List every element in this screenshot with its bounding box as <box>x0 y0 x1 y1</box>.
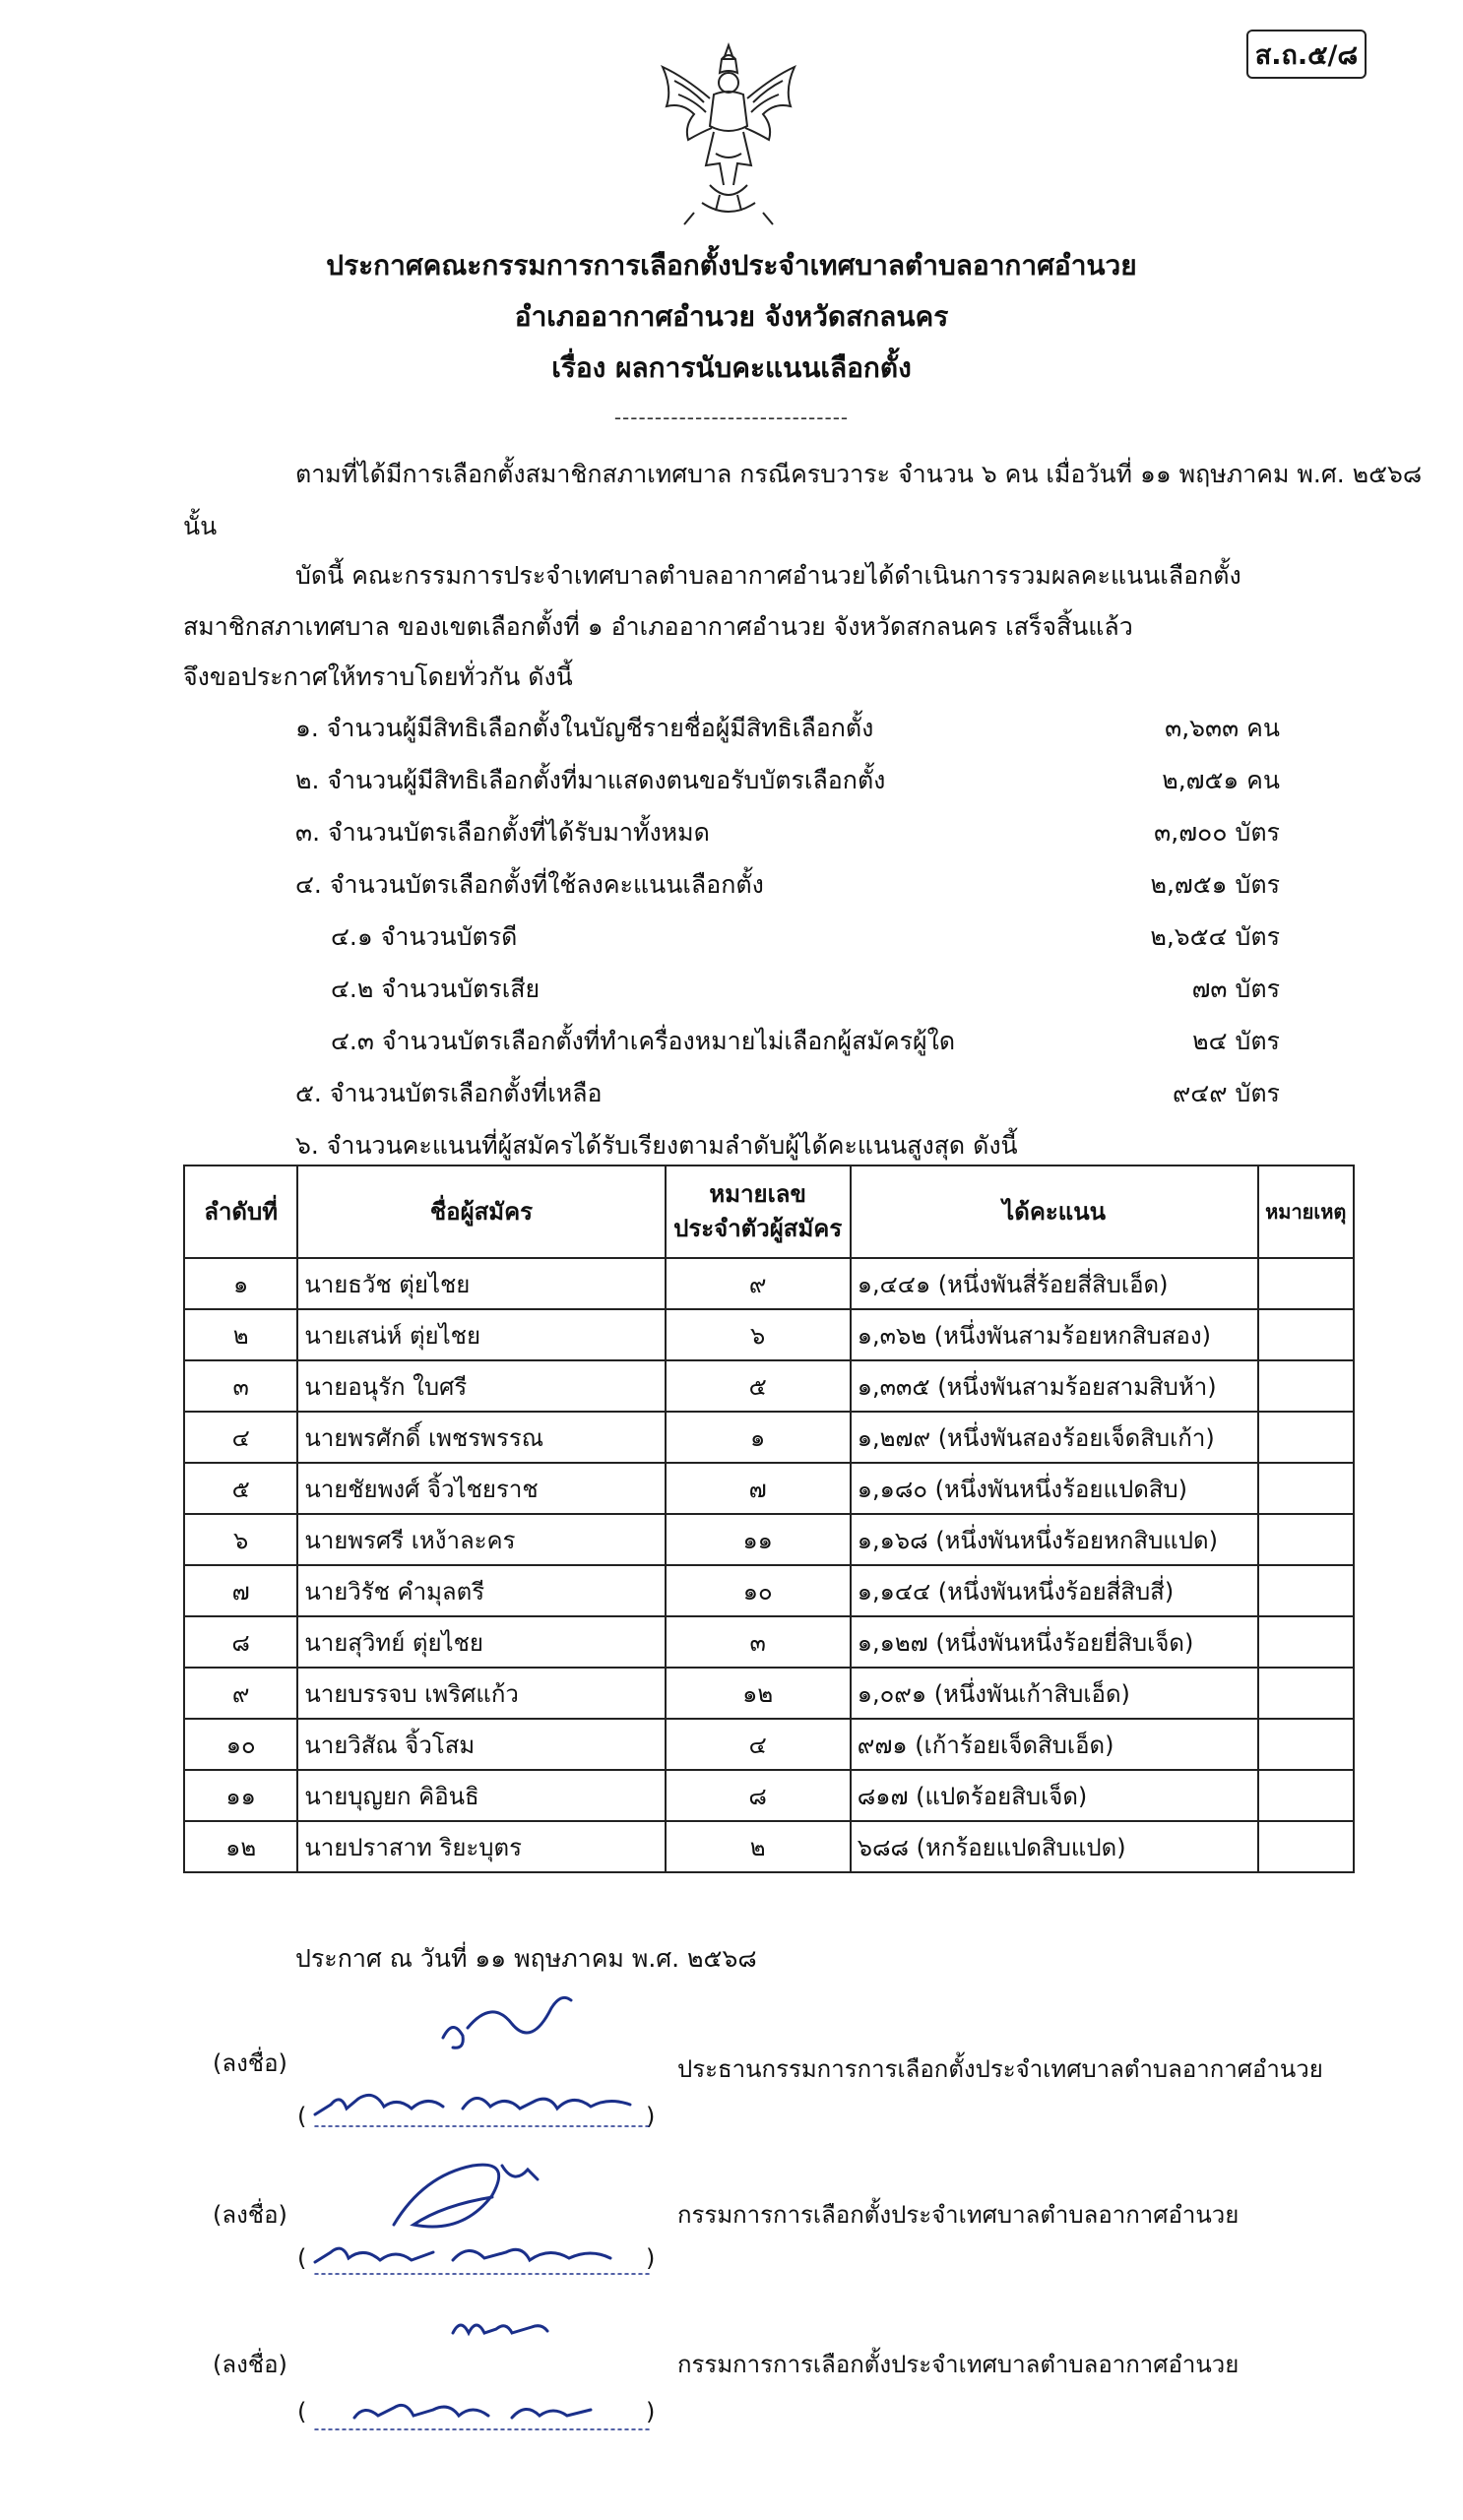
cell-name: นายพรศักดิ์ เพชรพรรณ <box>297 1412 665 1463</box>
body-para1-line2: นั้น <box>183 512 218 540</box>
stat-item-value: ๒,๗๕๑ บัตร <box>1150 870 1280 899</box>
cell-votes: ๑,๓๓๕ (หนึ่งพันสามร้อยสามสิบห้า) <box>851 1360 1258 1412</box>
col-header-number-line1: หมายเลข <box>709 1180 806 1209</box>
cell-votes: ๑,๑๔๔ (หนึ่งพันหนึ่งร้อยสี่สิบสี่) <box>851 1565 1258 1616</box>
stat-item-label: ๑. จำนวนผู้มีสิทธิเลือกตั้งในบัญชีรายชื่อผู้มีสิทธิเลือกตั้ง <box>295 714 874 742</box>
cell-votes: ๑,๔๔๑ (หนึ่งพันสี่ร้อยสี่สิบเอ็ด) <box>851 1258 1258 1309</box>
signature-paren-open: ( <box>297 2398 307 2426</box>
cell-number: ๑๑ <box>666 1514 851 1565</box>
col-header-number-line2: ประจำตัวผู้สมัคร <box>673 1215 843 1242</box>
cell-name: นายบุญยก คิอินธิ <box>297 1770 665 1821</box>
cell-name: นายเสน่ห์ ตุ่ยไชย <box>297 1309 665 1360</box>
stat-item-label: ๓. จำนวนบัตรเลือกตั้งที่ได้รับมาทั้งหมด <box>295 818 710 847</box>
stat-item-label: ๒. จำนวนผู้มีสิทธิเลือกตั้งที่มาแสดงตนขอรับบัตรเลือกตั้ง <box>295 766 886 794</box>
header-title-line1: ประกาศคณะกรรมการการเลือกตั้งประจำเทศบาลตำบลอากาศอำนวย <box>326 249 1137 282</box>
cell-note <box>1258 1463 1355 1514</box>
table-row <box>184 1514 1354 1565</box>
table-row <box>184 1821 1354 1872</box>
cell-note <box>1258 1309 1355 1360</box>
cell-name: นายชัยพงศ์ จิ้วไชยราช <box>297 1463 665 1514</box>
header-subject: เรื่อง ผลการนับคะแนนเลือกตั้ง <box>551 351 912 384</box>
cell-note <box>1258 1821 1355 1872</box>
signature-label: (ลงชื่อ) <box>213 2201 287 2229</box>
cell-note <box>1258 1668 1355 1719</box>
col-header-number <box>666 1166 851 1258</box>
cell-note <box>1258 1719 1355 1770</box>
signature-role: ประธานกรรมการการเลือกตั้งประจำเทศบาลตำบลอากาศอำนวย <box>677 2055 1323 2083</box>
cell-note <box>1258 1360 1355 1412</box>
cell-note <box>1258 1770 1355 1821</box>
cell-rank: ๒ <box>184 1309 297 1360</box>
cell-number: ๓ <box>666 1616 851 1668</box>
body-para2-line2: สมาชิกสภาเทศบาล ของเขตเลือกตั้งที่ ๑ อำเภออากาศอำนวย จังหวัดสกลนคร เสร็จสิ้นแล้ว <box>183 612 1133 641</box>
cell-note <box>1258 1412 1355 1463</box>
table-row <box>184 1360 1354 1412</box>
cell-rank: ๑๑ <box>184 1770 297 1821</box>
cell-number: ๑๒ <box>666 1668 851 1719</box>
cell-rank: ๗ <box>184 1565 297 1616</box>
stat-subitem-label: ๔.๑ จำนวนบัตรดี <box>331 922 518 951</box>
signature-label: (ลงชื่อ) <box>213 2351 287 2378</box>
cell-number: ๖ <box>666 1309 851 1360</box>
cell-rank: ๙ <box>184 1668 297 1719</box>
cell-name: นายพรศรี เหง้าละคร <box>297 1514 665 1565</box>
form-code-badge: ส.ถ.๕/๘ <box>1246 30 1367 79</box>
signature-label: (ลงชื่อ) <box>213 2049 287 2077</box>
header-divider: ----------------------------- <box>613 406 850 429</box>
cell-name: นายบรรจบ เพริศแก้ว <box>297 1668 665 1719</box>
signature-paren-close: ) <box>646 2398 656 2426</box>
stat-subitem-label: ๔.๓ จำนวนบัตรเลือกตั้งที่ทำเครื่องหมายไม่เลือกผู้สมัครผู้ใด <box>331 1027 956 1055</box>
table-row <box>184 1770 1354 1821</box>
cell-votes: ๘๑๗ (แปดร้อยสิบเจ็ด) <box>851 1770 1258 1821</box>
cell-rank: ๓ <box>184 1360 297 1412</box>
table-row <box>184 1309 1354 1360</box>
cell-number: ๕ <box>666 1360 851 1412</box>
signature-paren-open: ( <box>297 2244 307 2272</box>
stat-item-value: ๓,๖๓๓ คน <box>1165 714 1280 742</box>
cell-note <box>1258 1616 1355 1668</box>
cell-name: นายปราสาท ริยะบุตร <box>297 1821 665 1872</box>
cell-rank: ๖ <box>184 1514 297 1565</box>
table-row <box>184 1258 1354 1309</box>
cell-rank: ๑๐ <box>184 1719 297 1770</box>
cell-note <box>1258 1565 1355 1616</box>
table-row <box>184 1463 1354 1514</box>
cell-rank: ๕ <box>184 1463 297 1514</box>
cell-votes: ๑,๐๙๑ (หนึ่งพันเก้าสิบเอ็ด) <box>851 1668 1258 1719</box>
stat-item-label: ๖. จำนวนคะแนนที่ผู้สมัครได้รับเรียงตามลำดับผู้ได้คะแนนสูงสุด ดังนี้ <box>295 1131 1018 1160</box>
garuda-emblem <box>655 37 802 234</box>
col-header-note: หมายเหตุ <box>1258 1166 1355 1258</box>
signature-paren-open: ( <box>297 2103 307 2130</box>
signature-paren-close: ) <box>646 2244 656 2272</box>
cell-rank: ๘ <box>184 1616 297 1668</box>
cell-rank: ๑ <box>184 1258 297 1309</box>
signature-paren-close: ) <box>646 2103 656 2130</box>
cell-votes: ๑,๒๗๙ (หนึ่งพันสองร้อยเจ็ดสิบเก้า) <box>851 1412 1258 1463</box>
stat-item-value: ๓,๗๐๐ บัตร <box>1154 818 1280 847</box>
col-header-name: ชื่อผู้สมัคร <box>297 1166 665 1258</box>
stat-item-label: ๔. จำนวนบัตรเลือกตั้งที่ใช้ลงคะแนนเลือกตั้ง <box>295 870 764 899</box>
cell-votes: ๑,๓๖๒ (หนึ่งพันสามร้อยหกสิบสอง) <box>851 1309 1258 1360</box>
announce-date: ประกาศ ณ วันที่ ๑๑ พฤษภาคม พ.ศ. ๒๕๖๘ <box>295 1944 757 1973</box>
cell-number: ๔ <box>666 1719 851 1770</box>
col-header-votes: ได้คะแนน <box>851 1166 1258 1258</box>
cell-number: ๒ <box>666 1821 851 1872</box>
cell-rank: ๔ <box>184 1412 297 1463</box>
stat-item-value: ๒,๗๕๑ คน <box>1162 766 1280 794</box>
cell-name: นายธวัช ตุ่ยไชย <box>297 1258 665 1309</box>
cell-number: ๗ <box>666 1463 851 1514</box>
body-para2-line1: บัดนี้ คณะกรรมการประจำเทศบาลตำบลอากาศอำนวยได้ดำเนินการรวมผลคะแนนเลือกตั้ง <box>295 561 1241 590</box>
cell-rank: ๑๒ <box>184 1821 297 1872</box>
cell-votes: ๙๗๑ (เก้าร้อยเจ็ดสิบเอ็ด) <box>851 1719 1258 1770</box>
table-row <box>184 1565 1354 1616</box>
table-row <box>184 1719 1354 1770</box>
cell-note <box>1258 1258 1355 1309</box>
table-header-row <box>184 1166 1354 1258</box>
signature-role: กรรมการการเลือกตั้งประจำเทศบาลตำบลอากาศอำนวย <box>677 2201 1240 2229</box>
cell-name: นายวิรัช คำมุลตรี <box>297 1565 665 1616</box>
signature-2-image <box>295 2136 669 2284</box>
cell-number: ๙ <box>666 1258 851 1309</box>
cell-note <box>1258 1514 1355 1565</box>
body-para1-line1: ตามที่ได้มีการเลือกตั้งสมาชิกสภาเทศบาล กรณีครบวาระ จำนวน ๖ คน เมื่อวันที่ ๑๑ พฤษภาคม พ.ศ. ๒๕๖๘ <box>295 460 1423 488</box>
stat-item-label: ๕. จำนวนบัตรเลือกตั้งที่เหลือ <box>295 1079 603 1107</box>
cell-number: ๑ <box>666 1412 851 1463</box>
stat-item-value: ๙๔๙ บัตร <box>1172 1079 1280 1107</box>
signature-3-image <box>295 2294 669 2441</box>
signature-1-image <box>295 1979 669 2136</box>
results-table <box>183 1165 1355 1873</box>
signature-role: กรรมการการเลือกตั้งประจำเทศบาลตำบลอากาศอำนวย <box>677 2351 1240 2378</box>
stat-subitem-value: ๒๔ บัตร <box>1192 1027 1280 1055</box>
cell-name: นายวิสัณ จิ้วโสม <box>297 1719 665 1770</box>
cell-votes: ๖๘๘ (หกร้อยแปดสิบแปด) <box>851 1821 1258 1872</box>
col-header-rank: ลำดับที่ <box>184 1166 297 1258</box>
table-row <box>184 1668 1354 1719</box>
stat-subitem-label: ๔.๒ จำนวนบัตรเสีย <box>331 975 541 1003</box>
cell-name: นายสุวิทย์ ตุ่ยไชย <box>297 1616 665 1668</box>
table-row <box>184 1616 1354 1668</box>
cell-name: นายอนุรัก ใบศรี <box>297 1360 665 1412</box>
stat-subitem-value: ๒,๖๕๔ บัตร <box>1150 922 1280 951</box>
cell-number: ๘ <box>666 1770 851 1821</box>
table-row <box>184 1412 1354 1463</box>
cell-votes: ๑,๑๘๐ (หนึ่งพันหนึ่งร้อยแปดสิบ) <box>851 1463 1258 1514</box>
cell-number: ๑๐ <box>666 1565 851 1616</box>
cell-votes: ๑,๑๒๗ (หนึ่งพันหนึ่งร้อยยี่สิบเจ็ด) <box>851 1616 1258 1668</box>
cell-votes: ๑,๑๖๘ (หนึ่งพันหนึ่งร้อยหกสิบแปด) <box>851 1514 1258 1565</box>
stat-subitem-value: ๗๓ บัตร <box>1191 975 1280 1003</box>
body-para2-line3: จึงขอประกาศให้ทราบโดยทั่วกัน ดังนี้ <box>183 662 573 691</box>
header-title-line2: อำเภออากาศอำนวย จังหวัดสกลนคร <box>514 300 949 333</box>
